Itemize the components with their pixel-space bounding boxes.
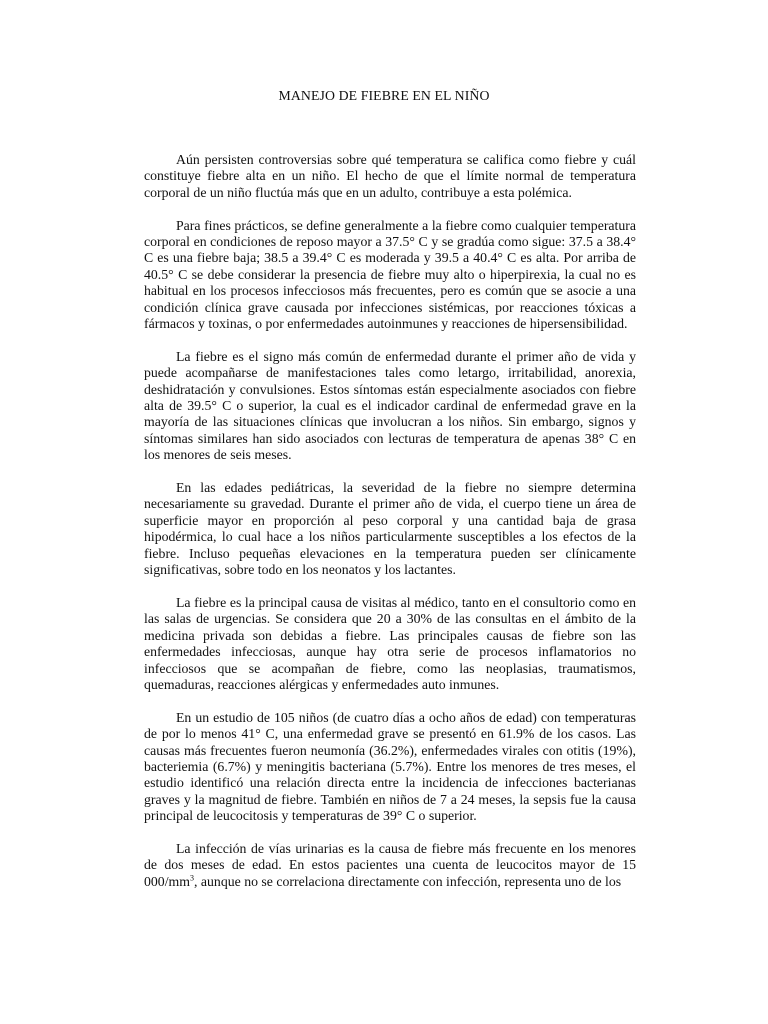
paragraph-7-text-start: La infección de vías urinarias es la causa de fiebre más frecuente en los menores de dos meses de edad. En estos pacientes una cuenta de leucocitos mayor de 15 000/mm <box>144 840 636 889</box>
document-title: MANEJO DE FIEBRE EN EL NIÑO <box>278 88 490 103</box>
paragraph-6: En un estudio de 105 niños (de cuatro días a ocho años de edad) con temperaturas de por lo menos 41° C, una enfermedad grave se presentó en 61.9% de los casos. Las causas más frecuentes fueron neumonía (36.2%), enfermedades virales con otitis (19%), bacteriemia (6.7%) y meningitis bacteriana (5.7%). Entre los menores de tres meses, el estudio identificó una relación directa entre la incidencia de infecciones bacterianas graves y la magnitud de fiebre. También en niños de 7 a 24 meses, la sepsis fue la causa principal de leucocitosis y temperaturas de 39° C o superior. <box>144 709 636 824</box>
document-body <box>144 152 636 907</box>
paragraph-3: La fiebre es el signo más común de enfermedad durante el primer año de vida y puede acompañarse de manifestaciones tales como letargo, irritabilidad, anorexia, deshidratación y convulsiones. Estos síntomas están especialmente asociados con fiebre alta de 39.5° C o superior, la cual es el indicador cardinal de enfermedad grave en la mayoría de las situaciones clínicas que involucran a los niños. Sin embargo, signos y síntomas similares han sido asociados con lecturas de temperatura de apenas 38° C en los menores de seis meses. <box>144 348 636 463</box>
paragraph-4: En las edades pediátricas, la severidad de la fiebre no siempre determina necesariamente su gravedad. Durante el primer año de vida, el cuerpo tiene un área de superficie mayor en proporción al peso corporal y una cantidad baja de grasa hipodérmica, lo cual hace a los niños particularmente susceptibles a los efectos de la fiebre. Incluso pequeñas elevaciones en la temperatura pueden ser clínicamente significativas, sobre todo en los neonatos y los lactantes. <box>144 480 636 578</box>
paragraph-7-text-end: , aunque no se correlaciona directamente con infección, representa uno de los <box>194 873 622 889</box>
paragraph-5: La fiebre es la principal causa de visitas al médico, tanto en el consultorio como en las salas de urgencias. Se considera que 20 a 30% de las consultas en el ámbito de la medicina privada son debidas a fiebre. Las principales causas de fiebre son las enfermedades infecciosas, aunque hay otra serie de procesos inflamatorios no infecciosos que se acompañan de fiebre, como las neoplasias, traumatismos, quemaduras, reacciones alérgicas y enfermedades auto inmunes. <box>144 594 636 692</box>
paragraph-1: Aún persisten controversias sobre qué temperatura se califica como fiebre y cuál constituye fiebre alta en un niño. El hecho de que el límite normal de temperatura corporal de un niño fluctúa más que en un adulto, contribuye a esta polémica. <box>144 152 636 200</box>
paragraph-2: Para fines prácticos, se define generalmente a la fiebre como cualquier temperatura corporal en condiciones de reposo mayor a 37.5° C y se gradúa como sigue: 37.5 a 38.4° C es una fiebre baja; 38.5 a 39.4° C es moderada y 39.5 a 40.4° C es alta. Por arriba de 40.5° C se debe considerar la presencia de fiebre muy alto o hiperpirexia, la cual no es habitual en los procesos infecciosos más frecuentes, pero es común que se asocie a una condición clínica grave causada por infecciones sistémicas, por reacciones tóxicas a fármacos y toxinas, o por enfermedades autoinmunes y reacciones de hipersensibilidad. <box>144 217 636 332</box>
paragraph-7 <box>144 841 636 890</box>
superscript-exponent: 3 <box>190 873 194 883</box>
